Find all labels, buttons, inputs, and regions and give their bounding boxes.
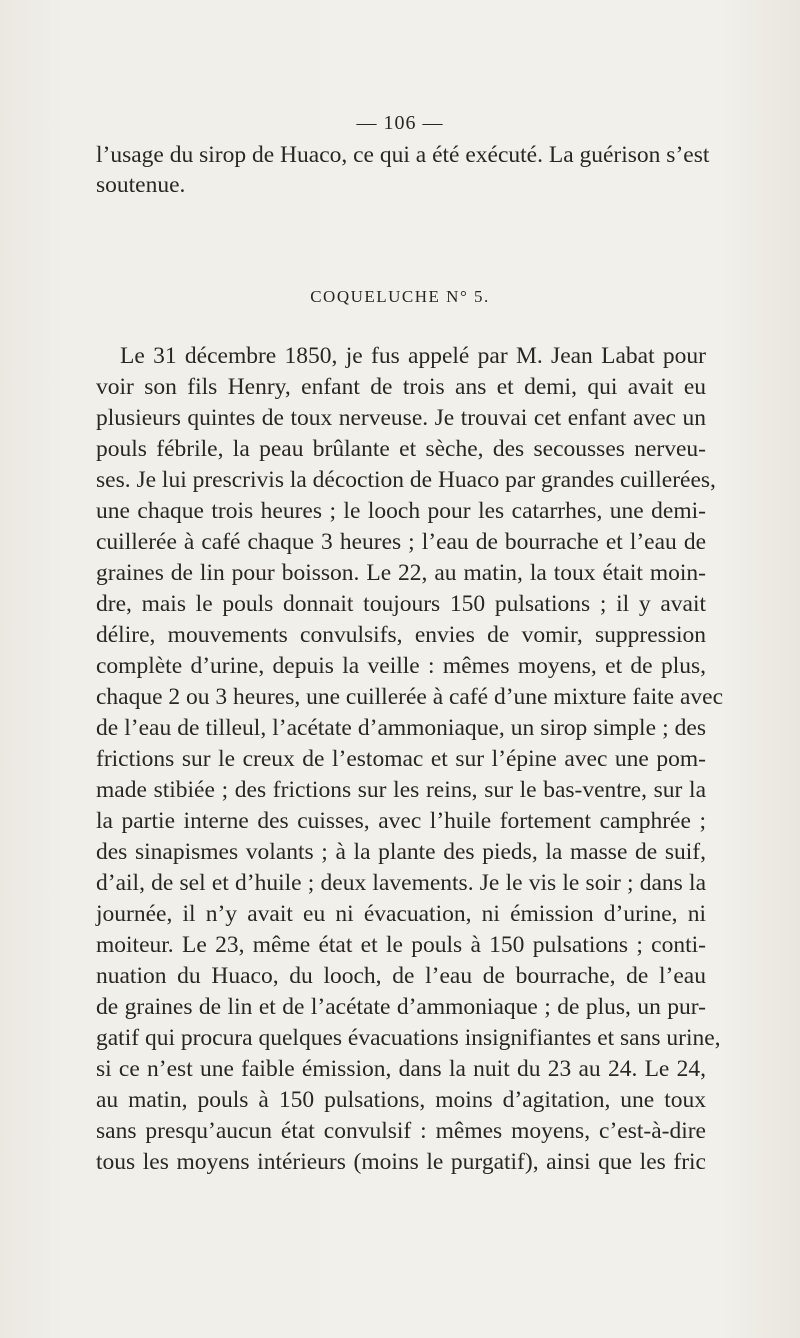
section-title: COQUELUCHE N° 5. [310,287,490,306]
body-line-27: tous les moyens intérieurs (moins le purgatif), ainsi que les fric [96,1149,706,1175]
body-line-10: délire, mouvements convulsifs, envies de vomir, suppression [96,622,706,648]
body-line-16: la partie interne des cuisses, avec l’huile fortement camphrée ; [96,808,706,834]
body-line-7: cuillerée à café chaque 3 heures ; l’eau de bourrache et l’eau de [96,529,706,555]
body-line-5: ses. Je lui prescrivis la décoction de Huaco par grandes cuillerées, [96,467,716,493]
body-line-17: des sinapismes volants ; à la plante des pieds, la masse de suif, [96,839,706,865]
intro-line-1: l’usage du sirop de Huaco, ce qui a été exécuté. La guérison s’est [96,142,710,168]
body-line-13: de l’eau de tilleul, l’acétate d’ammoniaque, un sirop simple ; des [96,715,706,741]
body-line-26: sans presqu’aucun état convulsif : mêmes moyens, c’est-à-dire [96,1118,706,1144]
body-line-4: pouls fébrile, la peau brûlante et sèche, des secousses nerveu- [96,436,706,462]
body-line-3: plusieurs quintes de toux nerveuse. Je trouvai cet enfant avec un [96,405,706,431]
body-line-11: complète d’urine, depuis la veille : mêmes moyens, et de plus, [96,653,706,679]
body-line-2: voir son fils Henry, enfant de trois ans et demi, qui avait eu [96,374,706,400]
body-line-18: d’ail, de sel et d’huile ; deux lavements. Je le vis le soir ; dans la [96,870,706,896]
body-line-9: dre, mais le pouls donnait toujours 150 pulsations ; il y avait [96,591,706,617]
page-number-header: — 106 — [356,112,444,134]
body-line-14: frictions sur le creux de l’estomac et sur l’épine avec une pom- [96,746,706,772]
body-line-12: chaque 2 ou 3 heures, une cuillerée à café d’une mixture faite avec [96,684,723,710]
body-line-24: si ce n’est une faible émission, dans la nuit du 23 au 24. Le 24, [96,1056,706,1082]
body-line-15: made stibiée ; des frictions sur les reins, sur le bas-ventre, sur la [96,777,706,803]
body-line-20: moiteur. Le 23, même état et le pouls à 150 pulsations ; conti- [96,932,706,958]
body-line-25: au matin, pouls à 150 pulsations, moins d’agitation, une toux [96,1087,706,1113]
body-line-21: nuation du Huaco, du looch, de l’eau de bourrache, de l’eau [96,963,706,989]
body-line-22: de graines de lin et de l’acétate d’ammoniaque ; de plus, un pur- [96,994,706,1020]
body-line-1: Le 31 décembre 1850, je fus appelé par M. Jean Labat pour [120,343,706,369]
body-line-6: une chaque trois heures ; le looch pour les catarrhes, une demi- [96,498,706,524]
body-line-19: journée, il n’y avait eu ni évacuation, ni émission d’urine, ni [96,901,706,927]
body-line-8: graines de lin pour boisson. Le 22, au matin, la toux était moin- [96,560,706,586]
intro-line-2: soutenue. [96,172,186,198]
body-line-23: gatif qui procura quelques évacuations insignifiantes et sans urine, [96,1025,721,1051]
